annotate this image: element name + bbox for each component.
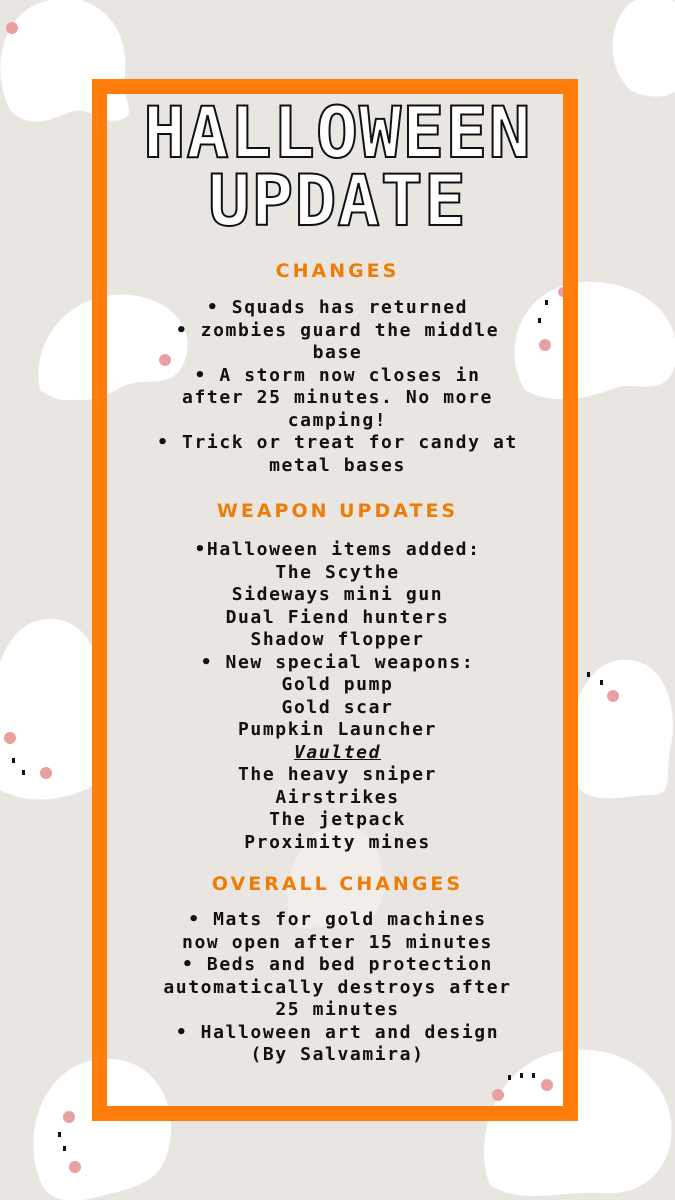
list-item: The Scythe [275, 561, 400, 583]
list-item: 25 minutes [275, 999, 400, 1020]
overall-changes-heading: OVERALL CHANGES [211, 873, 464, 895]
weapon-updates-list [110, 539, 565, 854]
vaulted-label: Vaulted [293, 741, 382, 763]
list-item: • Halloween art and design [175, 1021, 500, 1043]
changes-list [110, 297, 565, 477]
list-item: • zombies guard the middle [175, 319, 500, 341]
list-item: Gold scar [281, 696, 394, 718]
list-item: •Halloween items added: [194, 539, 481, 560]
title-line-1: HALLOWEEN [143, 92, 532, 174]
weapon-updates-heading: WEAPON UPDATES [216, 500, 459, 522]
list-item: Sideways mini gun [231, 584, 444, 605]
list-item: (By Salvamira) [250, 1044, 425, 1065]
list-item: Shadow flopper [250, 629, 425, 650]
list-item: base [312, 342, 363, 363]
list-item: Dual Fiend hunters [225, 606, 450, 628]
list-item: automatically destroys after [163, 976, 512, 998]
list-item: • Beds and bed protection [182, 954, 493, 975]
overall-changes-list [110, 909, 565, 1067]
list-item: The heavy sniper [238, 764, 437, 785]
list-item: metal bases [269, 454, 406, 476]
list-item: after 25 minutes. No more [182, 387, 493, 408]
list-item: The jetpack [269, 809, 406, 830]
title-line-2: UPDATE [208, 160, 467, 242]
list-item: Pumpkin Launcher [238, 719, 437, 740]
list-item: Gold pump [281, 674, 394, 695]
list-item: Proximity mines [244, 831, 431, 853]
list-item: camping! [287, 409, 388, 431]
list-item: Airstrikes [275, 786, 400, 808]
changes-heading: CHANGES [275, 260, 400, 282]
list-item: • New special weapons: [200, 651, 475, 673]
list-item: • Trick or treat for candy at [157, 432, 518, 453]
list-item: now open after 15 minutes [182, 931, 493, 953]
list-item: • Squads has returned [206, 297, 469, 318]
ghost-icon [565, 650, 675, 800]
ghost-icon [590, 0, 675, 100]
list-item: • Mats for gold machines [188, 909, 487, 930]
list-item: • A storm now closes in [194, 364, 481, 386]
